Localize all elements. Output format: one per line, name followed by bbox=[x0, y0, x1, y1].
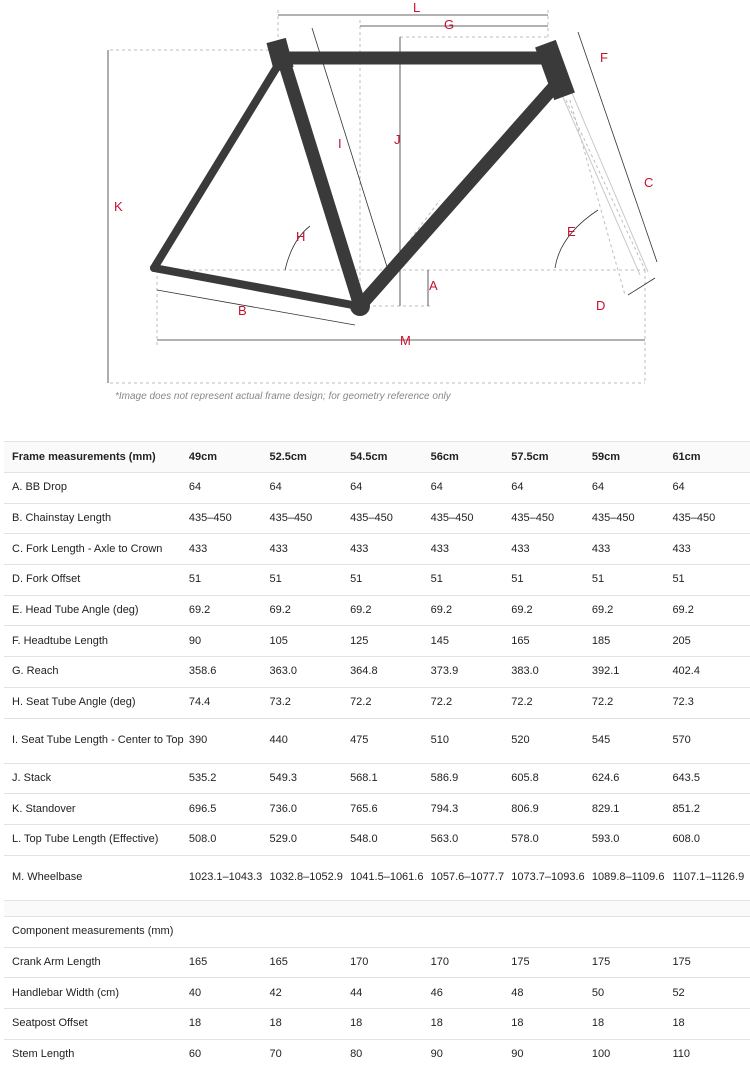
frame-diagram-svg bbox=[0, 0, 750, 412]
size-value: 435–450 bbox=[266, 503, 347, 534]
size-value: 48 bbox=[508, 978, 589, 1009]
size-value: 175 bbox=[508, 947, 589, 978]
table-row bbox=[4, 824, 750, 855]
row-label: M. Wheelbase bbox=[4, 855, 186, 900]
size-value: 563.0 bbox=[428, 824, 509, 855]
label-D: D bbox=[596, 298, 606, 313]
size-value: 18 bbox=[428, 1008, 509, 1039]
size-value: 90 bbox=[186, 626, 267, 657]
size-value: 624.6 bbox=[589, 763, 670, 794]
table-row bbox=[4, 978, 750, 1009]
label-A: A bbox=[429, 278, 438, 293]
size-value: 851.2 bbox=[669, 794, 750, 825]
size-value: 100 bbox=[589, 1039, 670, 1069]
label-G: G bbox=[444, 17, 455, 32]
size-value: 433 bbox=[347, 534, 428, 565]
label-F: F bbox=[600, 50, 608, 65]
size-value: 578.0 bbox=[508, 824, 589, 855]
size-value: 570 bbox=[669, 718, 750, 763]
table-row bbox=[4, 626, 750, 657]
size-value: 46 bbox=[428, 978, 509, 1009]
size-value: 736.0 bbox=[266, 794, 347, 825]
size-value: 70 bbox=[266, 1039, 347, 1069]
row-label: L. Top Tube Length (Effective) bbox=[4, 824, 186, 855]
geometry-table bbox=[4, 441, 750, 1069]
row-label: Stem Length bbox=[4, 1039, 186, 1069]
size-value: 545 bbox=[589, 718, 670, 763]
size-value: 593.0 bbox=[589, 824, 670, 855]
table-spacer bbox=[4, 900, 750, 916]
row-label: B. Chainstay Length bbox=[4, 503, 186, 534]
size-value: 80 bbox=[347, 1039, 428, 1069]
size-value: 549.3 bbox=[266, 763, 347, 794]
size-value: 165 bbox=[186, 947, 267, 978]
diagram-note: *Image does not represent actual frame design; for geometry reference only bbox=[115, 391, 451, 402]
size-value: 433 bbox=[589, 534, 670, 565]
size-value: 696.5 bbox=[186, 794, 267, 825]
size-value: 145 bbox=[428, 626, 509, 657]
table-row bbox=[4, 565, 750, 596]
size-value: 54.5cm bbox=[347, 442, 428, 473]
size-value: 383.0 bbox=[508, 657, 589, 688]
size-value: 170 bbox=[428, 947, 509, 978]
size-value: 18 bbox=[669, 1008, 750, 1039]
table-row bbox=[4, 595, 750, 626]
row-label: Handlebar Width (cm) bbox=[4, 978, 186, 1009]
size-value: 125 bbox=[347, 626, 428, 657]
size-value: 51 bbox=[186, 565, 267, 596]
size-value: 1057.6–1077.7 bbox=[428, 855, 509, 900]
size-value: 56cm bbox=[428, 442, 509, 473]
row-label: C. Fork Length - Axle to Crown bbox=[4, 534, 186, 565]
size-value: 535.2 bbox=[186, 763, 267, 794]
size-value: 435–450 bbox=[669, 503, 750, 534]
size-value: 433 bbox=[669, 534, 750, 565]
size-value: 373.9 bbox=[428, 657, 509, 688]
component-header-row bbox=[4, 916, 750, 947]
size-value: 608.0 bbox=[669, 824, 750, 855]
row-label: Seatpost Offset bbox=[4, 1008, 186, 1039]
size-value: 520 bbox=[508, 718, 589, 763]
size-value: 433 bbox=[266, 534, 347, 565]
size-value: 18 bbox=[347, 1008, 428, 1039]
size-value: 72.2 bbox=[589, 687, 670, 718]
size-value: 110 bbox=[669, 1039, 750, 1069]
size-value: 73.2 bbox=[266, 687, 347, 718]
table-row bbox=[4, 1008, 750, 1039]
size-value: 40 bbox=[186, 978, 267, 1009]
row-label: Frame measurements (mm) bbox=[4, 442, 186, 473]
label-K: K bbox=[114, 199, 123, 214]
table-row bbox=[4, 947, 750, 978]
size-value: 806.9 bbox=[508, 794, 589, 825]
frame-geometry-diagram bbox=[0, 0, 750, 412]
size-value: 435–450 bbox=[347, 503, 428, 534]
size-value: 1041.5–1061.6 bbox=[347, 855, 428, 900]
size-value: 508.0 bbox=[186, 824, 267, 855]
size-value: 18 bbox=[266, 1008, 347, 1039]
size-value: 72.2 bbox=[508, 687, 589, 718]
row-label: H. Seat Tube Angle (deg) bbox=[4, 687, 186, 718]
size-value: 69.2 bbox=[589, 595, 670, 626]
size-value: 69.2 bbox=[186, 595, 267, 626]
table-row bbox=[4, 534, 750, 565]
size-value: 433 bbox=[508, 534, 589, 565]
table-row bbox=[4, 657, 750, 688]
table-row bbox=[4, 763, 750, 794]
size-value: 42 bbox=[266, 978, 347, 1009]
size-value: 51 bbox=[266, 565, 347, 596]
size-value: 50 bbox=[589, 978, 670, 1009]
size-value: 51 bbox=[589, 565, 670, 596]
size-value: 765.6 bbox=[347, 794, 428, 825]
size-value: 529.0 bbox=[266, 824, 347, 855]
size-value: 51 bbox=[428, 565, 509, 596]
size-value: 90 bbox=[508, 1039, 589, 1069]
row-label: D. Fork Offset bbox=[4, 565, 186, 596]
size-value: 60 bbox=[186, 1039, 267, 1069]
size-value: 185 bbox=[589, 626, 670, 657]
table-row bbox=[4, 1039, 750, 1069]
label-L: L bbox=[413, 0, 421, 15]
size-value: 18 bbox=[186, 1008, 267, 1039]
size-value: 64 bbox=[186, 473, 267, 504]
size-value: 18 bbox=[589, 1008, 670, 1039]
size-value: 52 bbox=[669, 978, 750, 1009]
size-value: 59cm bbox=[589, 442, 670, 473]
size-value: 358.6 bbox=[186, 657, 267, 688]
size-value: 105 bbox=[266, 626, 347, 657]
size-value: 435–450 bbox=[589, 503, 670, 534]
row-label: G. Reach bbox=[4, 657, 186, 688]
size-value: 364.8 bbox=[347, 657, 428, 688]
size-value: 18 bbox=[508, 1008, 589, 1039]
size-value: 44 bbox=[347, 978, 428, 1009]
size-value: 435–450 bbox=[428, 503, 509, 534]
label-C: C bbox=[644, 175, 654, 190]
row-label: Crank Arm Length bbox=[4, 947, 186, 978]
size-value: 435–450 bbox=[508, 503, 589, 534]
row-label: A. BB Drop bbox=[4, 473, 186, 504]
table-row bbox=[4, 718, 750, 763]
size-value: 69.2 bbox=[347, 595, 428, 626]
size-value: 165 bbox=[508, 626, 589, 657]
size-value: 69.2 bbox=[428, 595, 509, 626]
table-row bbox=[4, 855, 750, 900]
size-value: 548.0 bbox=[347, 824, 428, 855]
size-value: 1073.7–1093.6 bbox=[508, 855, 589, 900]
size-value: 1107.1–1126.9 bbox=[669, 855, 750, 900]
frame-tubes bbox=[154, 55, 560, 306]
size-value: 568.1 bbox=[347, 763, 428, 794]
size-value: 69.2 bbox=[266, 595, 347, 626]
size-value: 90 bbox=[428, 1039, 509, 1069]
size-value: 435–450 bbox=[186, 503, 267, 534]
size-value: 64 bbox=[347, 473, 428, 504]
table-row bbox=[4, 687, 750, 718]
size-value: 586.9 bbox=[428, 763, 509, 794]
size-value: 1089.8–1109.6 bbox=[589, 855, 670, 900]
frame-joints bbox=[266, 38, 574, 316]
size-value: 510 bbox=[428, 718, 509, 763]
size-value: 51 bbox=[347, 565, 428, 596]
size-value: 49cm bbox=[186, 442, 267, 473]
size-value: 74.4 bbox=[186, 687, 267, 718]
size-value: 1023.1–1043.3 bbox=[186, 855, 267, 900]
size-value: 61cm bbox=[669, 442, 750, 473]
size-value: 402.4 bbox=[669, 657, 750, 688]
label-H: H bbox=[296, 229, 306, 244]
size-value: 51 bbox=[669, 565, 750, 596]
label-J: J bbox=[394, 132, 401, 147]
size-value: 72.3 bbox=[669, 687, 750, 718]
size-value: 794.3 bbox=[428, 794, 509, 825]
size-value: 440 bbox=[266, 718, 347, 763]
label-B: B bbox=[238, 303, 247, 318]
size-value: 52.5cm bbox=[266, 442, 347, 473]
row-label: F. Headtube Length bbox=[4, 626, 186, 657]
size-value: 1032.8–1052.9 bbox=[266, 855, 347, 900]
component-header: Component measurements (mm) bbox=[4, 916, 750, 947]
size-value: 363.0 bbox=[266, 657, 347, 688]
size-value: 643.5 bbox=[669, 763, 750, 794]
size-value: 51 bbox=[508, 565, 589, 596]
label-E: E bbox=[567, 224, 576, 239]
label-I: I bbox=[338, 136, 342, 151]
size-value: 72.2 bbox=[428, 687, 509, 718]
row-label: K. Standover bbox=[4, 794, 186, 825]
size-value: 64 bbox=[669, 473, 750, 504]
table-row bbox=[4, 794, 750, 825]
table-header-row bbox=[4, 442, 750, 473]
size-value: 69.2 bbox=[669, 595, 750, 626]
size-value: 392.1 bbox=[589, 657, 670, 688]
table-row bbox=[4, 503, 750, 534]
size-value: 64 bbox=[266, 473, 347, 504]
size-value: 390 bbox=[186, 718, 267, 763]
size-value: 64 bbox=[589, 473, 670, 504]
size-value: 69.2 bbox=[508, 595, 589, 626]
measurement-lines bbox=[108, 15, 657, 383]
size-value: 433 bbox=[186, 534, 267, 565]
row-label: I. Seat Tube Length - Center to Top bbox=[4, 718, 186, 763]
size-value: 64 bbox=[428, 473, 509, 504]
size-value: 205 bbox=[669, 626, 750, 657]
row-label: E. Head Tube Angle (deg) bbox=[4, 595, 186, 626]
size-value: 175 bbox=[589, 947, 670, 978]
spacer-cell bbox=[4, 900, 750, 916]
size-value: 433 bbox=[428, 534, 509, 565]
label-M: M bbox=[400, 333, 411, 348]
size-value: 165 bbox=[266, 947, 347, 978]
size-value: 64 bbox=[508, 473, 589, 504]
table-row bbox=[4, 473, 750, 504]
size-value: 57.5cm bbox=[508, 442, 589, 473]
size-value: 72.2 bbox=[347, 687, 428, 718]
size-value: 605.8 bbox=[508, 763, 589, 794]
row-label: J. Stack bbox=[4, 763, 186, 794]
size-value: 170 bbox=[347, 947, 428, 978]
size-value: 475 bbox=[347, 718, 428, 763]
size-value: 175 bbox=[669, 947, 750, 978]
size-value: 829.1 bbox=[589, 794, 670, 825]
